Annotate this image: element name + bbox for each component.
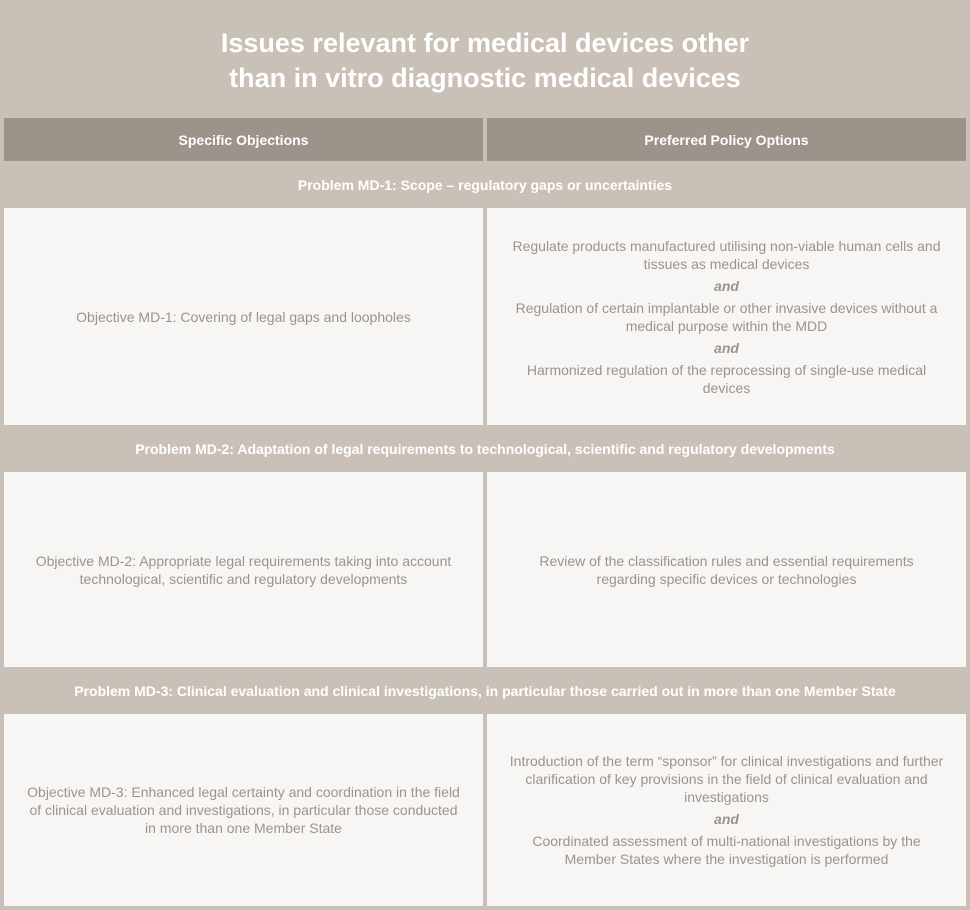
objective-md3-text: Objective MD-3: Enhanced legal certainty and coordination in the field of clinical evaluation and investigations, in particular those conducted in more than one Member State (27, 784, 460, 836)
title-line-2: than in vitro diagnostic medical devices (229, 63, 741, 93)
problem-md2-heading: Problem MD-2: Adaptation of legal requirements to technological, scientific and regulatory developments (135, 441, 835, 457)
column-header-policy-options: Preferred Policy Options (487, 118, 966, 161)
page-title (0, 26, 970, 96)
option-md1-1: Regulate products manufactured utilising non-viable human cells and tissues as medical devices (512, 237, 941, 272)
conjunction-and: and (714, 339, 739, 356)
options-md2-cell (487, 472, 966, 667)
options-md3-cell (487, 714, 966, 906)
objective-md3-cell (4, 714, 483, 906)
conjunction-and: and (714, 811, 739, 827)
problem-md1-heading: Problem MD-1: Scope – regulatory gaps or uncertainties (297, 177, 673, 193)
column-header-objectives: Specific Objections (4, 118, 483, 161)
option-md3-2: Coordinated assessment of multi-national investigations by the Member States where the investigation is performed (532, 833, 921, 867)
option-md2-1: Review of the classification rules and essential requirements regarding specific devices or technologies (539, 552, 914, 587)
objective-md2-text: Objective MD-2: Appropriate legal requirements taking into account technological, scientific and regulatory developments (35, 552, 452, 587)
objective-md1-cell (4, 208, 483, 425)
option-md3-1: Introduction of the term “sponsor” for clinical investigations and further clarification of key provisions in the field of clinical evaluation and investigations (509, 753, 944, 805)
option-md1-2: Regulation of certain implantable or other invasive devices without a medical purpose within the MDD (515, 299, 938, 334)
conjunction-and: and (714, 277, 739, 294)
option-md1-3: Harmonized regulation of the reprocessing of single-use medical devices (526, 361, 927, 396)
title-line-1: Issues relevant for medical devices other (220, 28, 750, 58)
objective-md1-text: Objective MD-1: Covering of legal gaps and loopholes (76, 308, 411, 325)
options-md1-cell (487, 208, 966, 425)
objective-md2-cell (4, 472, 483, 667)
problem-md3-heading: Problem MD-3: Clinical evaluation and clinical investigations, in particular those carried out in more than one Member State (74, 683, 896, 699)
